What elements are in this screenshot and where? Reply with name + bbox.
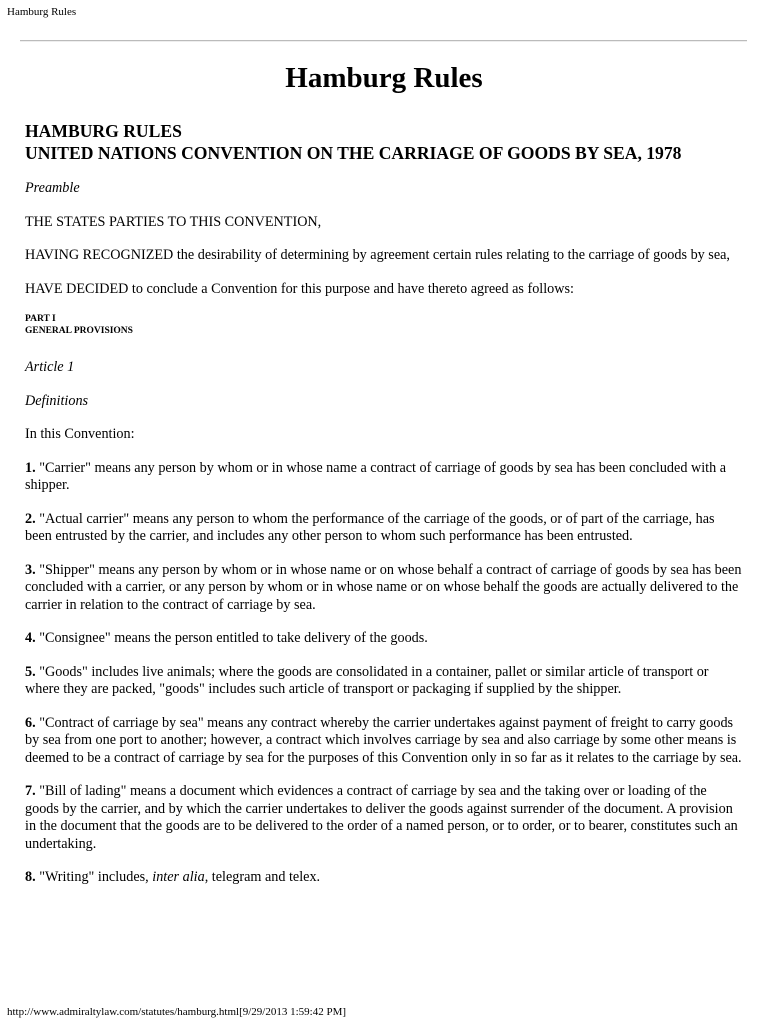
definition-text: "Bill of lading" means a document which evidences a contract of carriage by sea and the taking over or loading of the goods by the carrier, and by which the carrier undertakes to deliver the goods against surrender of the document. A provision in the document that the goods are to be delivered to the order of a named person, or to order, or to bearer, constitutes such an undertaking. — [25, 783, 738, 852]
browser-print-header: Hamburg Rules — [7, 6, 77, 18]
definition-item — [25, 562, 743, 615]
document-body — [25, 120, 743, 903]
part-heading — [25, 314, 743, 337]
preamble-decided: HAVE DECIDED to conclude a Convention for this purpose and have thereto agreed as follows: — [25, 280, 574, 297]
definition-item — [25, 664, 743, 699]
definition-italic-term: inter alia — [152, 869, 205, 885]
definition-number: 8. — [25, 869, 36, 885]
definition-number: 2. — [25, 510, 36, 527]
definition-item — [25, 511, 743, 546]
article-title: Definitions — [25, 392, 89, 409]
definition-text: "Carrier" means any person by whom or in whose name a contract of carriage of goods by sea has been concluded with a shipper. — [25, 459, 727, 493]
article-intro: In this Convention: — [25, 426, 135, 442]
definition-number: 7. — [25, 783, 36, 799]
definition-item — [25, 460, 743, 495]
definition-number: 6. — [25, 714, 36, 731]
definition-text: "Contract of carriage by sea" means any contract whereby the carrier undertakes against payment of freight to carry goods by sea from one port to another; however, a contract which involves carriage by sea and also carriage by some other means is deemed to be a contract of carriage by sea for the purposes of this Convention only in so far as it relates to the carriage by sea. — [25, 714, 742, 766]
definition-text-end: , telegram and telex. — [204, 869, 321, 885]
definition-number: 4. — [25, 630, 36, 646]
definition-text: "Actual carrier" means any person to whom the performance of the carriage of the goods, or of part of the carriage, has been entrusted by the carrier, and includes any other person to whom such performance has been entrusted. — [25, 510, 715, 544]
part-label: PART I — [25, 314, 56, 324]
definition-number: 1. — [25, 459, 36, 476]
definition-item — [25, 715, 743, 768]
definition-item — [25, 869, 743, 887]
preamble-label: Preamble — [25, 180, 80, 196]
preamble-recognized: HAVING RECOGNIZED the desirability of determining by agreement certain rules relating to the carriage of goods by sea, — [25, 247, 730, 263]
horizontal-rule — [20, 40, 747, 42]
definition-text: "Shipper" means any person by whom or in whose name or on whose behalf a contract of carriage of goods by sea has been concluded with a carrier, or any person by whom or in whose name or on whose behalf the goods are actually delivered to the carrier in relation to the contract of carriage by sea. — [25, 561, 742, 613]
print-footer-url: http://www.admiraltylaw.com/statutes/hamburg.html[9/29/2013 1:59:42 PM] — [7, 1006, 347, 1018]
heading-line-2: UNITED NATIONS CONVENTION ON THE CARRIAGE OF GOODS BY SEA, 1978 — [25, 143, 682, 163]
definition-text: "Writing" includes, — [35, 869, 153, 885]
definition-number: 5. — [25, 663, 36, 680]
definition-number: 3. — [25, 561, 36, 578]
article-label: Article 1 — [25, 359, 75, 375]
convention-heading — [25, 120, 743, 164]
definition-item — [25, 630, 743, 648]
definition-item — [25, 783, 743, 853]
definition-text: "Consignee" means the person entitled to take delivery of the goods. — [35, 630, 428, 646]
part-title: GENERAL PROVISIONS — [25, 325, 133, 336]
preamble-parties: THE STATES PARTIES TO THIS CONVENTION, — [25, 213, 322, 230]
page-title: Hamburg Rules — [285, 62, 483, 94]
definition-text: "Goods" includes live animals; where the goods are consolidated in a container, pallet or similar article of transport or where they are packed, "goods" includes such article of transport or packaging if supplied by the shipper. — [25, 663, 709, 697]
heading-line-1: HAMBURG RULES — [25, 121, 182, 141]
